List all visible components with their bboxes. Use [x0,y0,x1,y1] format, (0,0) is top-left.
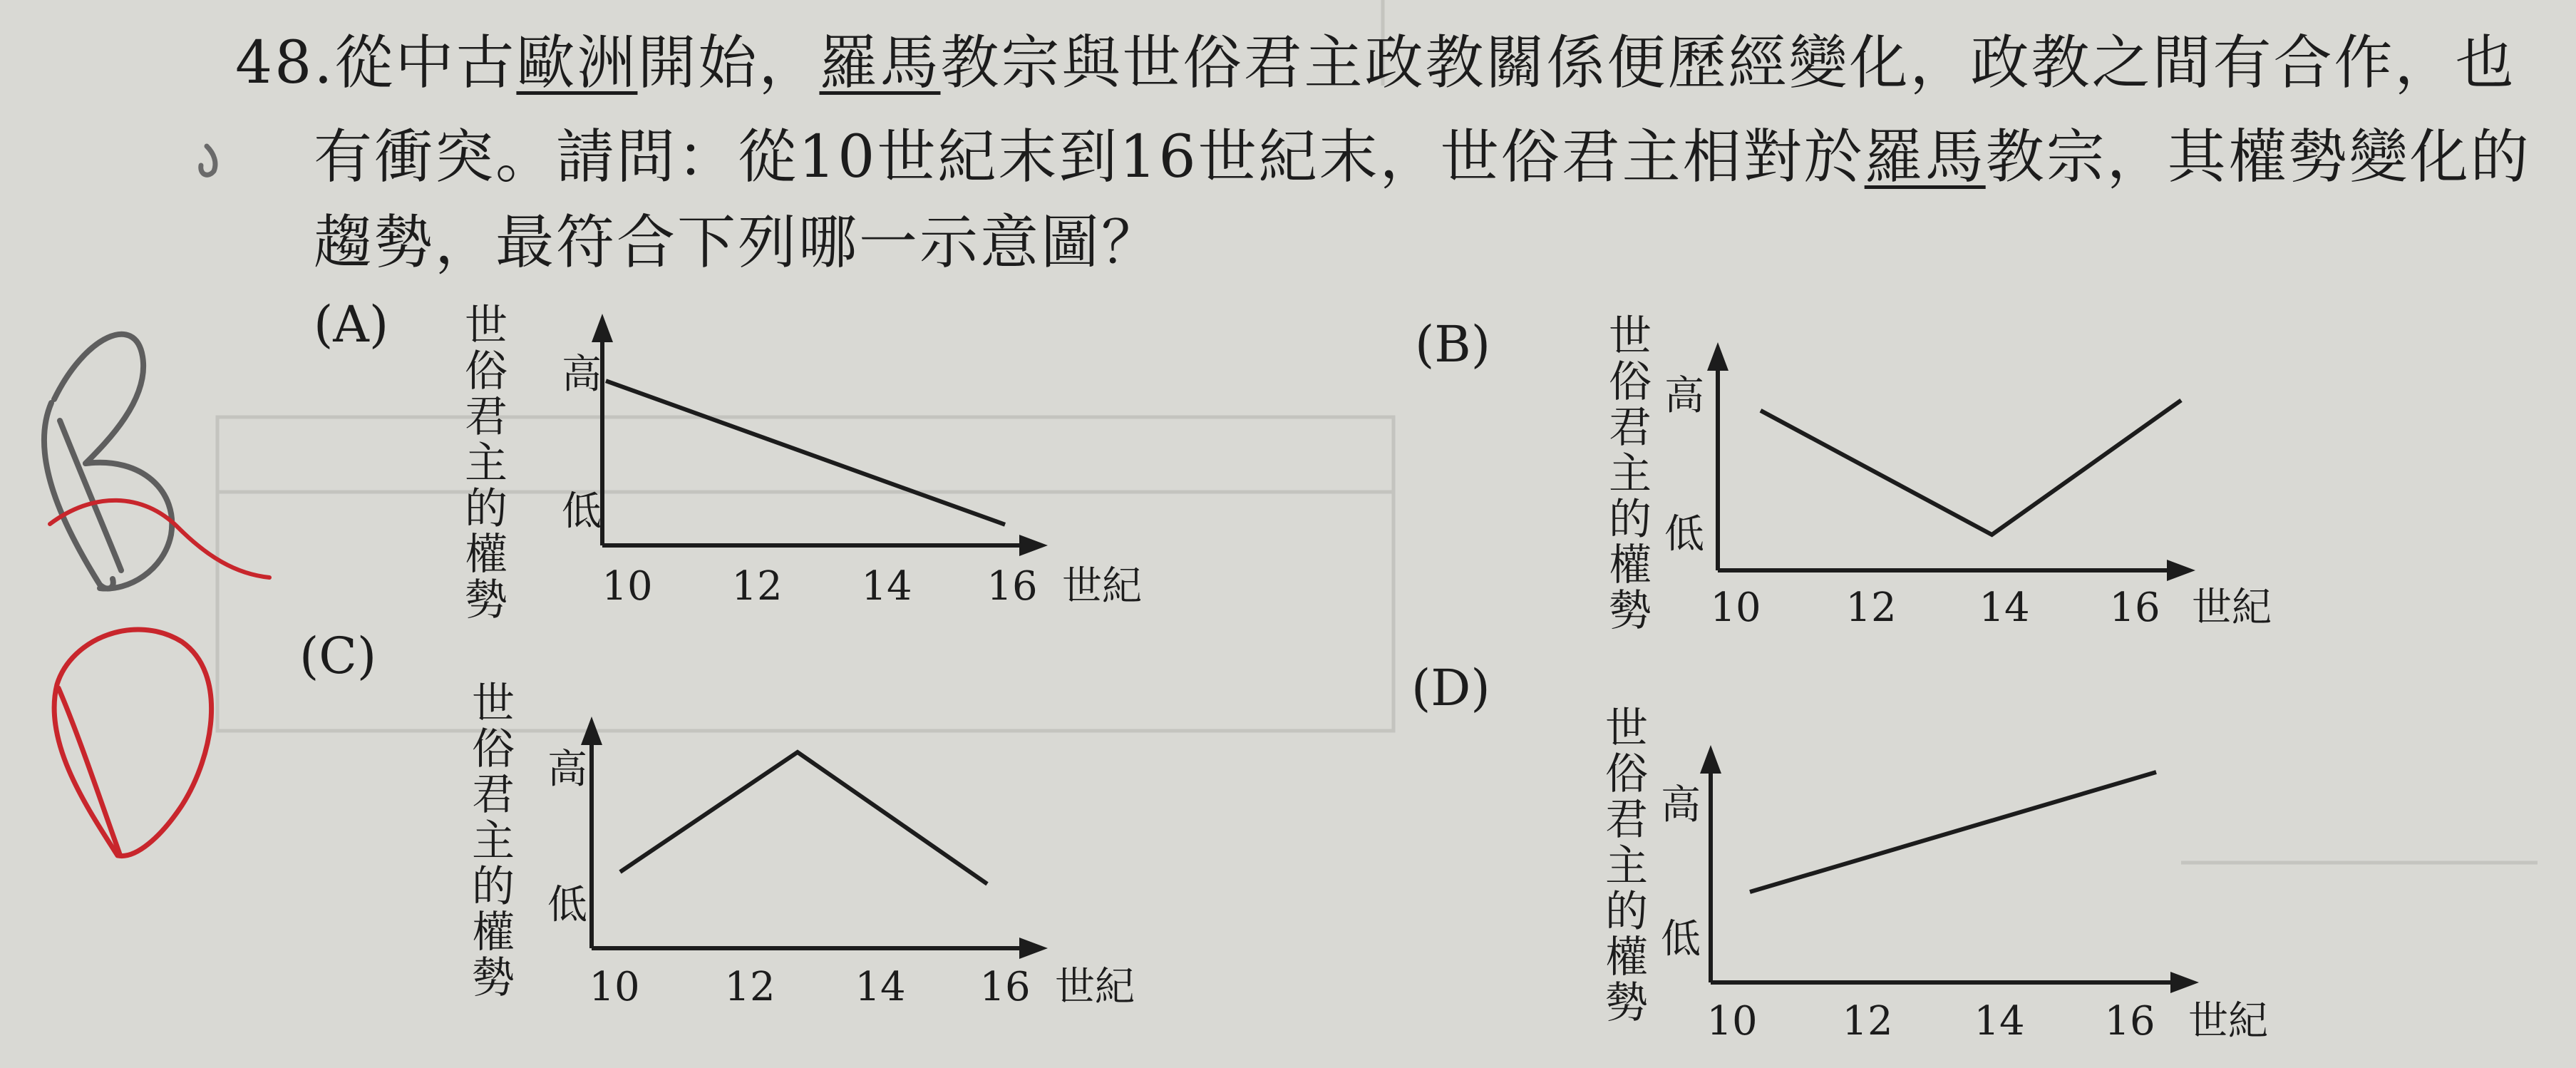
question-text-segment: 從中古 [334,29,517,97]
y-axis-label-char: 俗 [1609,357,1652,408]
y-axis-arrowhead [1700,745,1721,774]
x-tick-label: 10 [602,563,653,610]
y-axis-label-char: 勢 [1609,586,1652,637]
x-axis-unit: 世紀 [1062,563,1142,610]
x-tick-label: 12 [1845,585,1897,631]
y-axis-label-char: 君 [472,770,515,821]
x-tick-label: 16 [986,563,1038,610]
y-axis-label-char: 權 [1609,540,1652,590]
x-axis-unit: 世紀 [2188,998,2268,1044]
x-tick-label: 14 [1979,585,2030,631]
y-axis-label-char: 俗 [472,724,515,775]
x-tick-label: 14 [861,563,912,610]
y-level-high: 高 [562,351,602,398]
underlined-term: 羅馬 [1864,123,1986,191]
y-level-high: 高 [547,746,587,793]
question-text-segment: 開始， [637,29,820,97]
question-text-segment: 有衝突。請問：從10世紀末到16世紀末，世俗君主相對於 [314,123,1865,191]
underlined-term: 歐洲 [516,29,638,97]
x-axis-arrowhead [2170,972,2199,993]
y-axis-label-char: 勢 [1605,978,1648,1029]
y-level-low: 低 [1664,511,1704,558]
x-tick-label: 12 [724,964,776,1010]
option-label: (D) [1411,659,1490,717]
y-axis-label-char: 世 [465,301,508,351]
question-text-segment: 教宗，其權勢變化的 [1985,123,2531,191]
y-axis-label-char: 君 [465,392,508,443]
x-axis-unit: 世紀 [2192,585,2272,631]
y-axis-label-char: 勢 [465,575,508,626]
y-axis-label-char: 的 [472,861,515,912]
y-axis-label-char: 權 [472,907,515,957]
y-level-low: 低 [547,882,587,928]
y-axis-label-char: 主 [1605,841,1648,891]
y-axis-label-char: 主 [472,816,515,866]
x-axis-unit: 世紀 [1055,964,1135,1010]
x-tick-label: 10 [589,964,640,1010]
x-tick-label: 14 [1974,998,2025,1044]
x-tick-label: 10 [1706,998,1758,1044]
y-axis-label-char: 主 [1609,448,1652,499]
x-tick-label: 16 [979,964,1031,1010]
option-label: (C) [299,627,377,685]
y-axis-label-char: 勢 [472,953,515,1004]
y-level-low: 低 [1661,916,1701,962]
underlined-term: 羅馬 [819,29,941,97]
y-level-high: 高 [1664,373,1704,419]
y-axis-label-char: 主 [465,438,508,488]
y-axis-label-char: 權 [465,529,508,580]
x-tick-label: 10 [1710,585,1761,631]
y-level-low: 低 [562,488,602,535]
y-axis-label-char: 的 [1609,494,1652,545]
x-tick-label: 12 [731,563,783,610]
y-axis-label-char: 世 [1605,704,1648,754]
x-tick-label: 16 [2104,998,2155,1044]
y-level-high: 高 [1661,782,1701,828]
y-axis-label-char: 世 [1609,312,1652,361]
y-axis-label-char: 俗 [465,346,508,397]
y-axis-label-char: 權 [1605,932,1648,982]
question-line-3: 趨勢，最符合下列哪一示意圖？ [314,209,1163,277]
y-axis-label-char: 君 [1609,403,1652,453]
x-tick-label: 16 [2109,585,2160,631]
question-text-segment: 教宗與世俗君主政教關係便歷經變化，政教之間有合作，也 [940,29,2516,97]
y-axis-label-char: 君 [1605,795,1648,846]
x-tick-label: 14 [855,964,906,1010]
question-number: 48. [235,29,335,97]
option-label: (B) [1415,315,1491,374]
y-axis-label-char: 俗 [1605,749,1648,800]
option-label: (A) [314,295,389,354]
y-axis-label-char: 的 [465,483,508,534]
x-tick-label: 12 [1842,998,1893,1044]
y-axis-label-char: 的 [1605,886,1648,937]
trend-line [1750,772,2156,892]
y-axis-label-char: 世 [472,679,515,729]
